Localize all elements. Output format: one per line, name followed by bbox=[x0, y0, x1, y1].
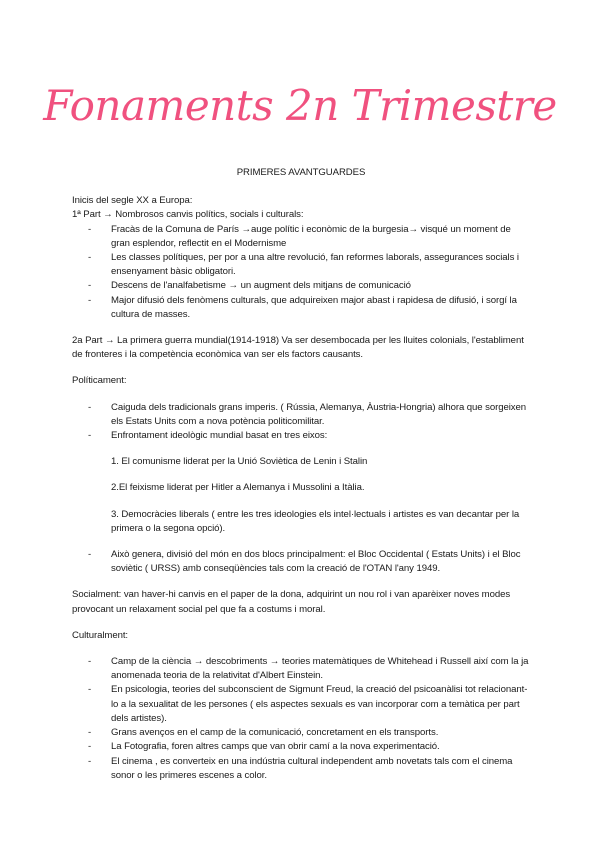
axis-fascism: 2.El feixisme liderat per Hitler a Alemanya i Mussolini a Itàlia. bbox=[111, 482, 365, 494]
intro-line: Inicis del segle XX a Europa: bbox=[72, 195, 193, 207]
list-item: - Això genera, divisió del món en dos blocs principalment: el Bloc Occidental ( Estats Units) i el Bloc soviètic ( URSS) amb conseqüències tals com la creació de l'OTAN l'any 1949. bbox=[72, 548, 530, 576]
list-item: - Descens de l'analfabetisme → un augment dels mitjans de comunicació bbox=[72, 279, 530, 293]
document-body bbox=[72, 166, 530, 783]
politics-heading: Políticament: bbox=[72, 375, 127, 387]
list-item: - Grans avenços en el camp de la comunicació, concretament en els transports. bbox=[72, 726, 530, 740]
politics-list bbox=[72, 401, 530, 444]
culture-list bbox=[72, 655, 530, 783]
list-item: - En psicologia, teories del subconscient de Sigmunt Freud, la creació del psicoanàlisi tot relacionant-lo a la sexualitat de les persones ( els aspectes sexuals es van incorporar com a temàtica per part dels artistes). bbox=[72, 683, 530, 726]
page-title: Fonaments 2n Trimestre bbox=[43, 81, 557, 130]
list-item: - Camp de la ciència → descobriments → teories matemàtiques de Whitehead i Russell així com la ja anomenada teoria de la relativitat d'Albert Einstein. bbox=[72, 655, 530, 683]
part2-paragraph: 2a Part → La primera guerra mundial(1914-1918) Va ser desembocada per les lluites colonials, l'establiment de fronteres i la competència econòmica van ser els factors causants. bbox=[72, 335, 524, 361]
culture-heading: Culturalment: bbox=[72, 629, 129, 641]
axis-communism: 1. El comunisme liderat per la Unió Soviètica de Lenin i Stalin bbox=[111, 456, 368, 468]
list-item: - El cinema , es converteix en una indústria cultural independent amb novetats tals com el cinema sonor o les primeres escenes a color. bbox=[72, 755, 530, 783]
list-item: - Enfrontament ideològic mundial basat en tres eixos: bbox=[72, 429, 530, 443]
section-heading: PRIMERES AVANTGUARDES bbox=[236, 167, 366, 178]
list-item: - Fracàs de la Comuna de París →auge polític i econòmic de la burgesia→ visqué un moment de gran esplendor, reflectit en el Modernisme bbox=[72, 223, 530, 251]
politics-list-2 bbox=[72, 548, 530, 576]
social-paragraph: Socialment: van haver-hi canvis en el paper de la dona, adquirint un nou rol i van aparèixer noves modes provocant un relaxament social pel que fa a costums i moral. bbox=[72, 589, 511, 615]
list-item: - La Fotografia, foren altres camps que van obrir camí a la nova experimentació. bbox=[72, 740, 530, 754]
axis-democracies: 3. Democràcies liberals ( entre les tres ideologies els intel·lectuals i artistes es van decantar per la primera o la segona opció). bbox=[111, 508, 520, 534]
list-item: - Les classes polítiques, per por a una altre revolució, fan reformes laborals, assegurances socials i ensenyament bàsic obligatori. bbox=[72, 251, 530, 279]
list-item: - Major difusió dels fenòmens culturals, que adquireixen major abast i rapidesa de difusió, i sorgí la cultura de masses. bbox=[72, 294, 530, 322]
part1-list bbox=[72, 223, 530, 322]
part1-heading: 1ª Part → Nombrosos canvis polítics, socials i culturals: bbox=[72, 209, 304, 221]
list-item: - Caiguda dels tradicionals grans imperis. ( Rússia, Alemanya, Àustria-Hongria) alhora que sorgeixen els Estats Units com a nova potència politicomilitar. bbox=[72, 401, 530, 429]
